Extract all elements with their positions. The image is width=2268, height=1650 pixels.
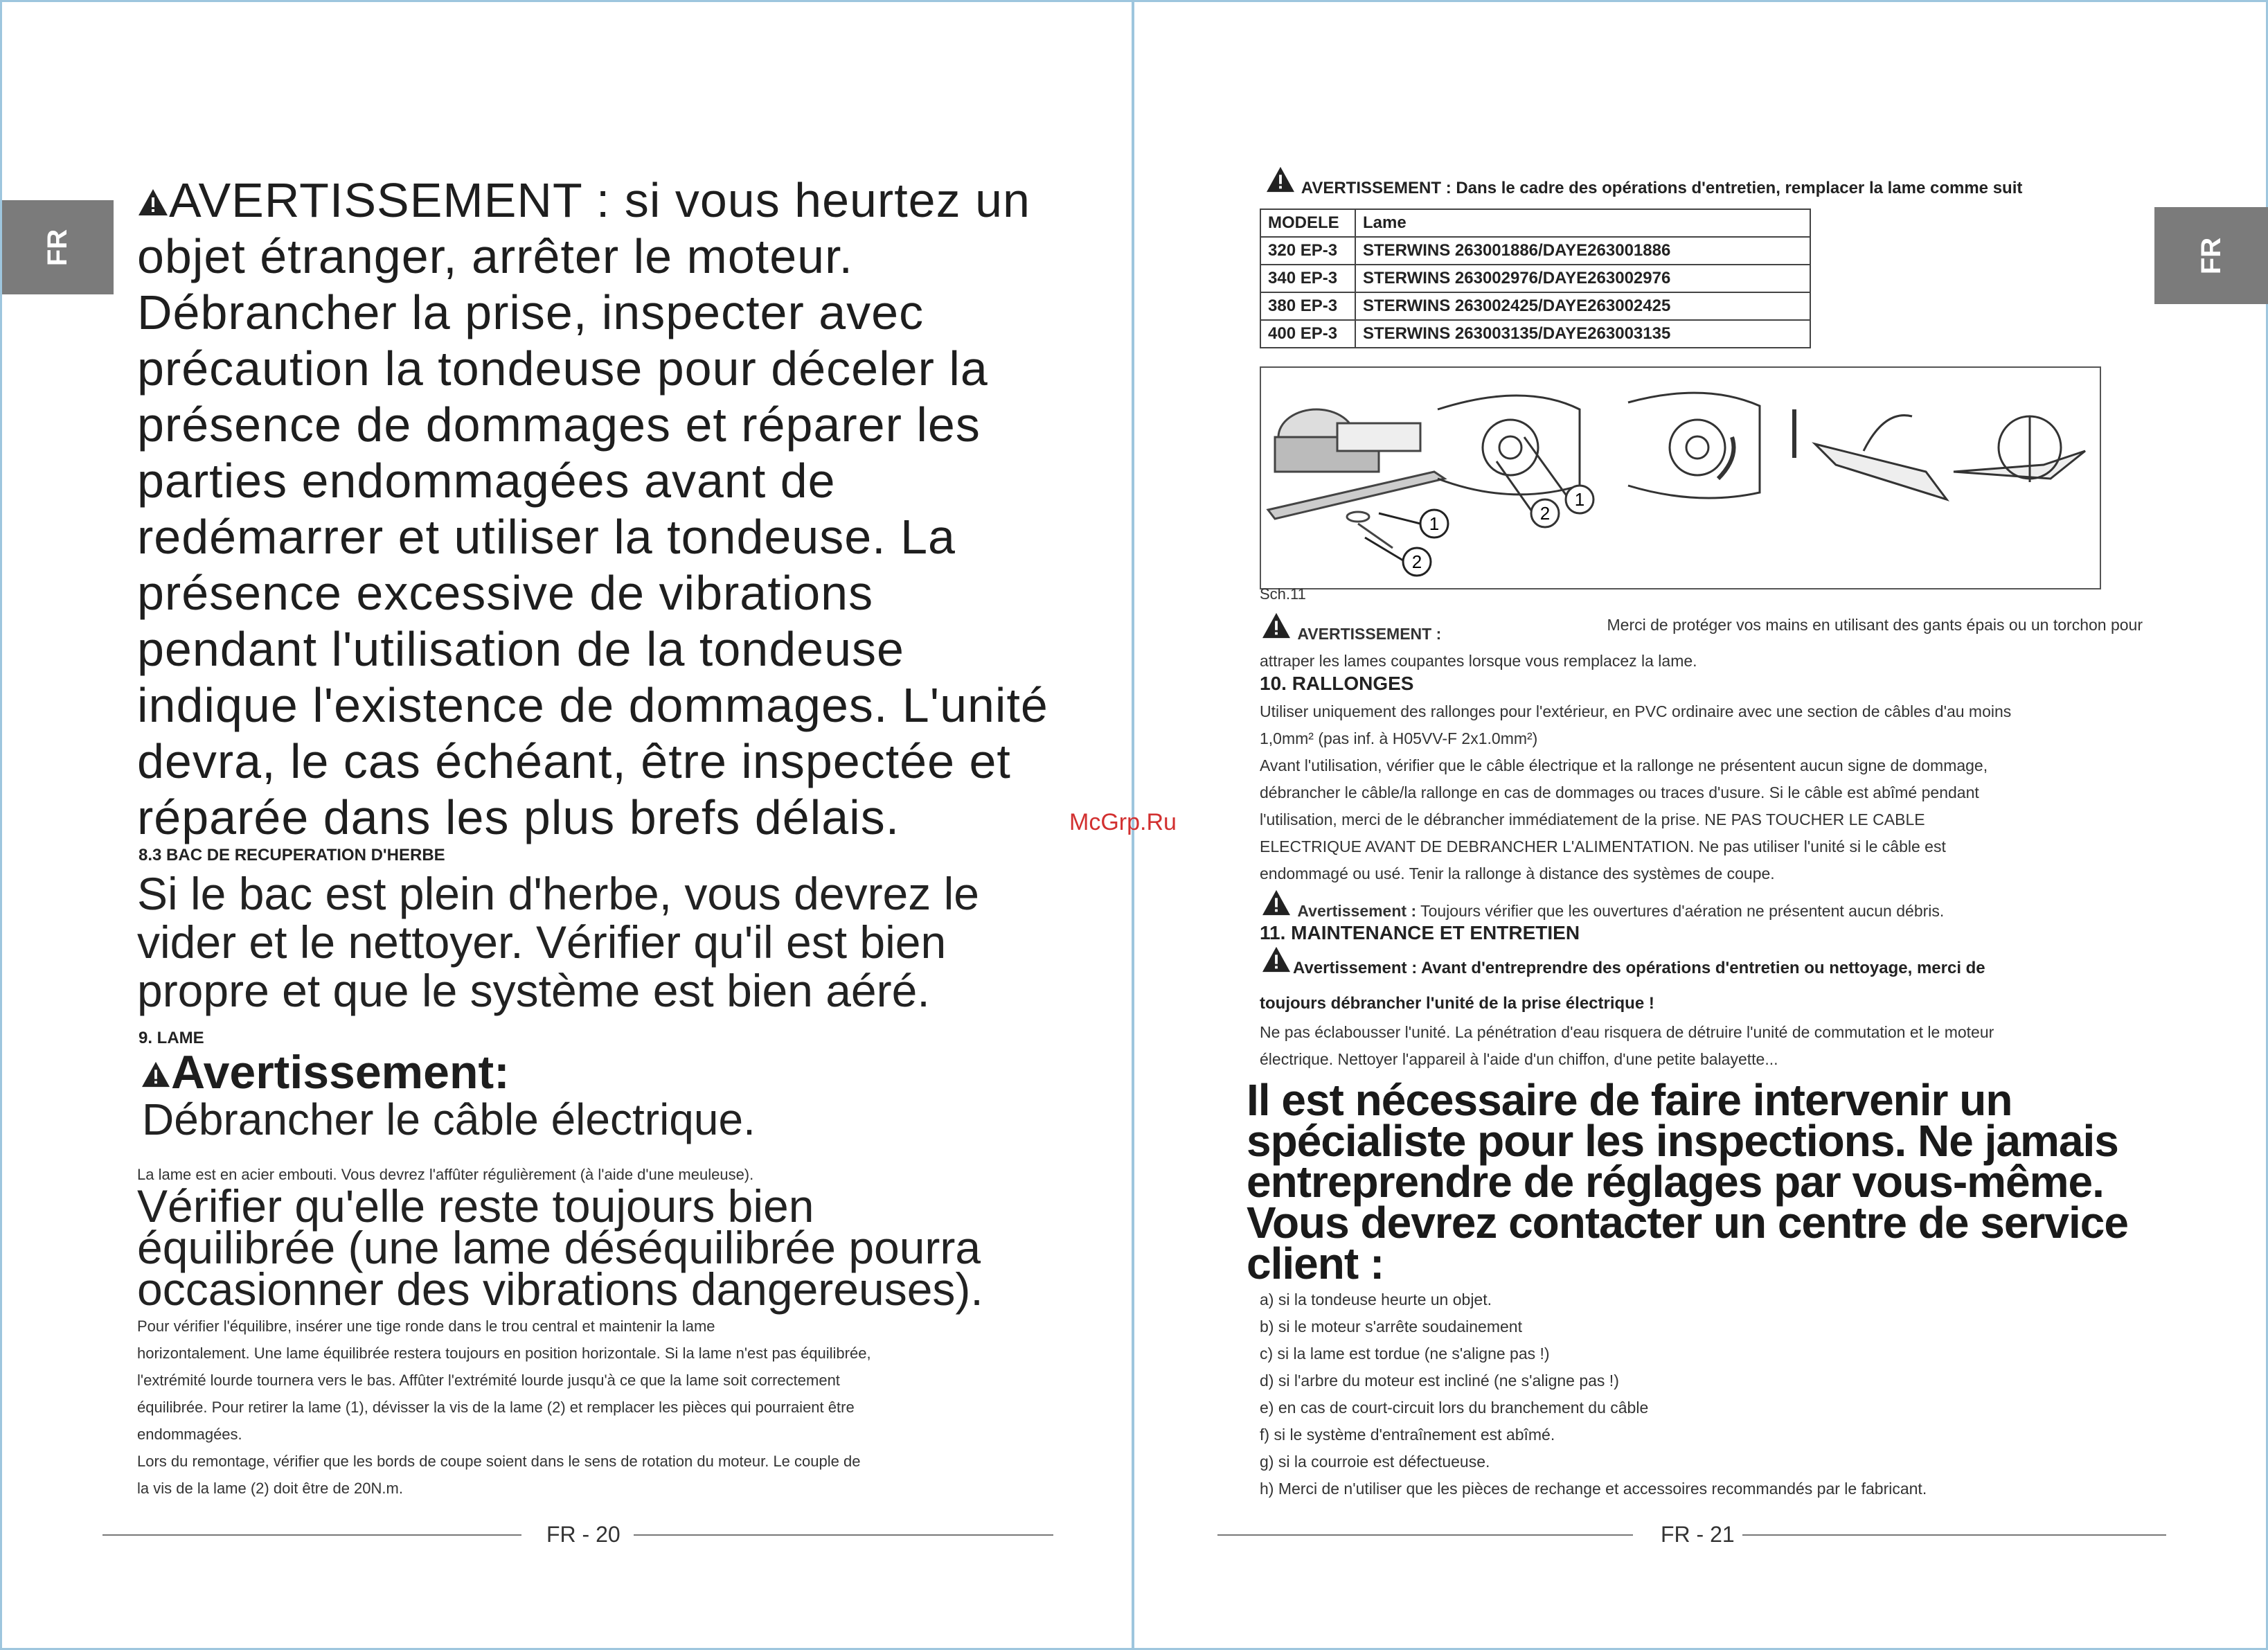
blade-balance-text (137, 1180, 1051, 1315)
page-right (1133, 0, 2268, 1650)
body-line: Lors du remontage, vérifier que les bords de coupe soient dans le sens de rotation du moteur. Le couple de (137, 1453, 861, 1470)
warning-line: devra, le cas échéant, être inspectée et (137, 734, 1011, 788)
list-item: h) Merci de n'utiliser que les pièces de rechange et accessoires recommandés par le fabricant. (1260, 1480, 1927, 1498)
list-item: d) si l'arbre du moteur est incliné (ne s'aligne pas !) (1260, 1372, 1619, 1390)
table-header-row (1260, 209, 1810, 237)
warning-line: indique l'existence de dommages. L'unité (137, 678, 1048, 732)
balance-line: équilibrée (une lame déséquilibrée pourra (137, 1222, 981, 1273)
section-heading-8-3: 8.3 BAC DE RECUPERATION D'HERBE (139, 846, 445, 864)
language-tab-left: FR (2, 200, 114, 294)
grass-bin-text (137, 869, 1051, 1015)
blade-replacement-figure (1260, 366, 2101, 589)
blade-model-table (1260, 209, 1811, 348)
warning-gloves: AVERTISSEMENT : Merci de protéger vos mains en utilisant des gants épais ou un torchon pour attraper les lames coupantes lorsque vous remplacez la lame. (1260, 612, 2143, 675)
footer-rule (102, 1534, 521, 1536)
warning-replace-blade: AVERTISSEMENT : Dans le cadre des opérations d'entretien, remplacer la lame comme suit (1264, 166, 2022, 198)
callout-label: 2 (1411, 551, 1422, 572)
blade-removal-diagram (1261, 368, 2100, 588)
callout-label: 1 (1574, 489, 1585, 510)
grass-bin-line: vider et le nettoyer. Vérifier qu'il est bien (137, 916, 947, 968)
blade-warning-title: Avertissement: (141, 1045, 510, 1099)
warning-vents: Avertissement : Toujours vérifier que les ouvertures d'aération ne présentent aucun débris. (1260, 889, 1944, 925)
list-item: b) si le moteur s'arrête soudainement (1260, 1318, 1522, 1336)
body-line: débrancher le câble/la rallonge en cas de dommages ou traces d'usure. Si le câble est abîmé pendant (1260, 783, 1979, 801)
warning-unplug: Avertissement : Avant d'entreprendre des opérations d'entretien ou nettoyage, merci de (1260, 946, 1985, 978)
table-cell: STERWINS 263002976/DAYE263002976 (1355, 265, 1810, 292)
list-item: g) si la courroie est défectueuse. (1260, 1453, 1490, 1471)
warning-line: parties endommagées avant de (137, 454, 836, 508)
body-line: endommagé ou usé. Tenir la rallonge à distance des systèmes de coupe. (1260, 864, 1775, 882)
section-heading-10: 10. RALLONGES (1260, 673, 1414, 694)
notice-line: Vous devrez contacter un centre de service (1247, 1198, 2128, 1248)
notice-line: Il est nécessaire de faire intervenir un (1247, 1075, 2012, 1125)
table-cell: STERWINS 263001886/DAYE263001886 (1355, 237, 1810, 265)
warning-line: pendant l'utilisation de la tondeuse (137, 622, 904, 676)
warning-icon (1260, 889, 1293, 916)
page-number: FR - 21 (1661, 1522, 1735, 1547)
body-line: Avant l'utilisation, vérifier que le câble électrique et la rallonge ne présentent aucun signe de dommage, (1260, 756, 1988, 774)
body-line: endommagées. (137, 1426, 242, 1443)
body-line: horizontalement. Une lame équilibrée restera toujours en position horizontale. Si la lame n'est pas équilibrée, (137, 1345, 871, 1362)
warning-icon (1264, 166, 1297, 193)
body-line: équilibrée. Pour retirer la lame (1), dévisser la vis de la lame (2) et remplacer les pièces qui pourraient être (137, 1399, 855, 1416)
maintenance-text (1260, 1019, 2153, 1073)
body-line: la vis de la lame (2) doit être de 20N.m. (137, 1480, 403, 1497)
blade-instructions (137, 1313, 1027, 1502)
balance-line: occasionner des vibrations dangereuses). (137, 1263, 983, 1315)
balance-line: Vérifier qu'elle reste toujours bien (137, 1180, 814, 1232)
body-line: Ne pas éclabousser l'unité. La pénétration d'eau risquera de détruire l'unité de commutation et le moteur (1260, 1023, 1994, 1041)
warning-line: présence de dommages et réparer les (137, 398, 981, 452)
section-heading-9: 9. LAME (139, 1029, 204, 1047)
table-cell: 400 EP-3 (1260, 320, 1355, 348)
body-line: l'utilisation, merci de le débrancher immédiatement de la prise. NE PAS TOUCHER LE CABLE (1260, 810, 1925, 828)
table-row (1260, 292, 1810, 320)
warning-unplug-line2: toujours débrancher l'unité de la prise électrique ! (1260, 994, 1654, 1013)
table-row (1260, 320, 1810, 348)
grass-bin-line: propre et que le système est bien aéré. (137, 965, 930, 1016)
grass-bin-line: Si le bac est plein d'herbe, vous devrez le (137, 868, 979, 919)
footer-rule (634, 1534, 1053, 1536)
notice-line: entreprendre de réglages par vous-même. (1247, 1157, 2104, 1207)
table-cell: 340 EP-3 (1260, 265, 1355, 292)
warning-line: redémarrer et utiliser la tondeuse. La (137, 510, 956, 564)
body-line: ELECTRIQUE AVANT DE DEBRANCHER L'ALIMENTATION. Ne pas utiliser l'unité si le câble est (1260, 837, 1946, 855)
body-line: l'extrémité lourde tournera vers le bas. Affûter l'extrémité lourde jusqu'à ce que la lame soit correctement (137, 1372, 840, 1389)
table-header-cell: Lame (1355, 209, 1810, 237)
gloves-line: attraper les lames coupantes lorsque vous remplacez la lame. (1260, 652, 1697, 670)
warning-icon (141, 1061, 171, 1088)
warning-line: objet étranger, arrêter le moteur. (137, 229, 853, 283)
page-left (0, 0, 1133, 1650)
table-cell: STERWINS 263003135/DAYE263003135 (1355, 320, 1810, 348)
body-line: Utiliser uniquement des rallonges pour l'extérieur, en PVC ordinaire avec une section de câbles d'au moins (1260, 702, 2012, 720)
body-line: électrique. Nettoyer l'appareil à l'aide d'un chiffon, d'une petite balayette... (1260, 1050, 1778, 1068)
warning-line: présence excessive de vibrations (137, 566, 874, 620)
warning-foreign-object: AVERTISSEMENT : si vous heurtez un objet étranger, arrêter le moteur. Débrancher la prise, inspecter avec précaution la tondeuse pour déceler la présence de dommages et réparer les parties endommagées avant de redémarrer et utiliser la tondeuse. La présence excessive de vibrations pendant l'utilisation de la tondeuse indique l'existence de dommages. L'unité devra, le cas échéant, être inspectée et réparée dans les plus brefs délais. (137, 172, 1051, 846)
table-cell: STERWINS 263002425/DAYE263002425 (1355, 292, 1810, 320)
service-center-notice (1247, 1075, 2154, 1288)
language-tab-right: FR (2154, 207, 2268, 304)
list-item: c) si la lame est tordue (ne s'aligne pas !) (1260, 1345, 1550, 1363)
body-line: Pour vérifier l'équilibre, insérer une tige ronde dans le trou central et maintenir la lame (137, 1318, 715, 1335)
footer-rule (1742, 1534, 2166, 1536)
table-cell: 380 EP-3 (1260, 292, 1355, 320)
callout-label: 1 (1429, 513, 1440, 534)
warning-line: Débrancher la prise, inspecter avec (137, 285, 925, 339)
watermark: McGrp.Ru (1069, 809, 1177, 835)
extension-cord-text (1260, 698, 2153, 887)
service-conditions-list (1260, 1286, 2153, 1502)
figure-caption: Sch.11 (1260, 585, 1306, 603)
list-item: f) si le système d'entraînement est abîmé. (1260, 1426, 1555, 1444)
warning-line: réparée dans les plus brefs délais. (137, 790, 900, 844)
table-header-cell: MODELE (1260, 209, 1355, 237)
blade-warning-text: Débrancher le câble électrique. (142, 1094, 756, 1144)
warning-line: précaution la tondeuse pour déceler la (137, 341, 988, 396)
body-line: 1,0mm² (pas inf. à H05VV-F 2x1.0mm²) (1260, 729, 1538, 747)
notice-line: client : (1247, 1239, 1384, 1288)
list-item: e) en cas de court-circuit lors du branchement du câble (1260, 1399, 1649, 1417)
warning-icon (1260, 946, 1293, 973)
table-row (1260, 265, 1810, 292)
warning-icon (1260, 612, 1293, 639)
footer-rule (1217, 1534, 1633, 1536)
table-cell: 320 EP-3 (1260, 237, 1355, 265)
notice-line: spécialiste pour les inspections. Ne jamais (1247, 1116, 2118, 1166)
callout-label: 2 (1539, 503, 1551, 524)
table-row (1260, 237, 1810, 265)
page-number: FR - 20 (546, 1522, 620, 1547)
section-heading-11: 11. MAINTENANCE ET ENTRETIEN (1260, 922, 1580, 943)
warning-icon (137, 188, 169, 217)
blade-note: La lame est en acier embouti. Vous devrez l'affûter régulièrement (à l'aide d'une meuleuse). (137, 1166, 754, 1183)
list-item: a) si la tondeuse heurte un objet. (1260, 1290, 1492, 1309)
